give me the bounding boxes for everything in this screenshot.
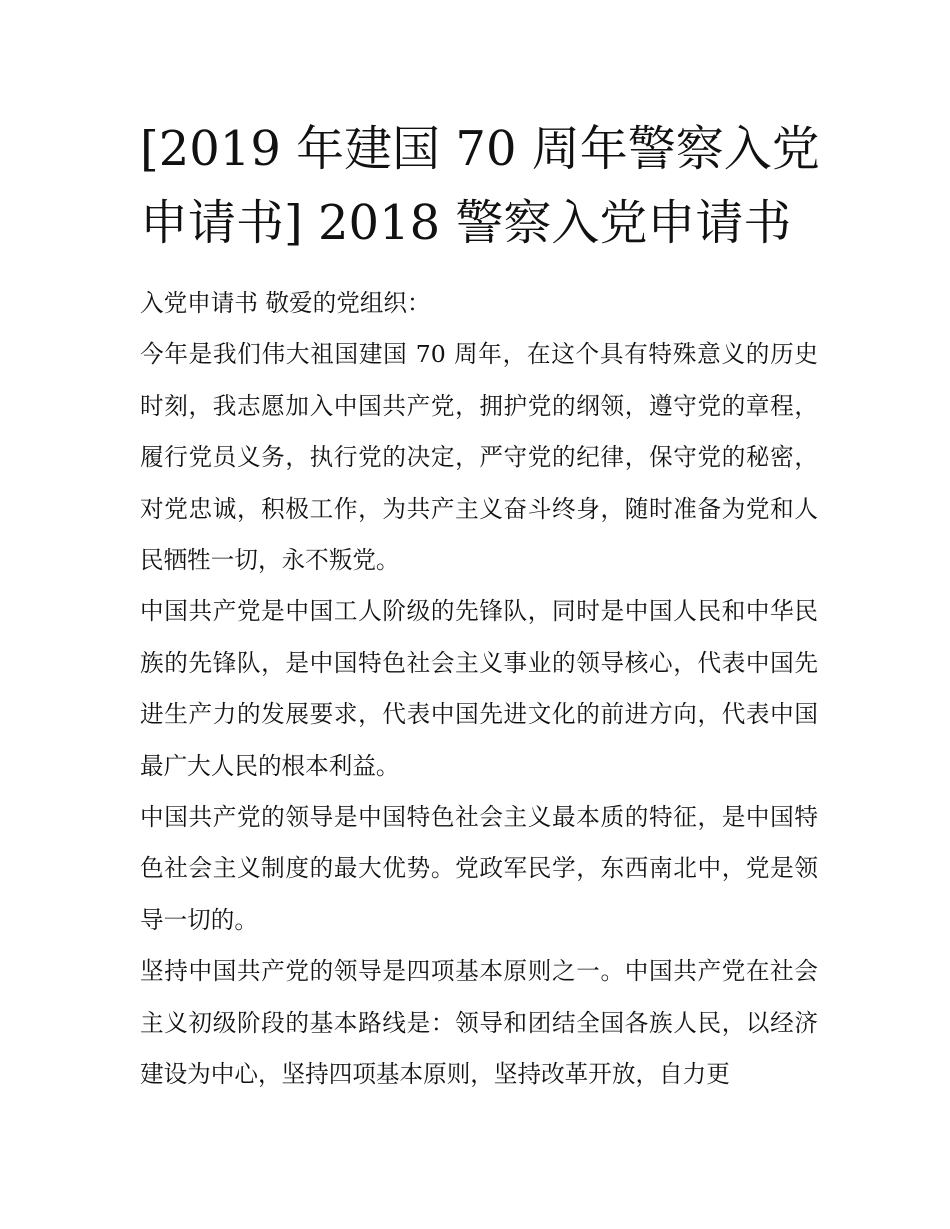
body-paragraph: 中国共产党的领导是中国特色社会主义最本质的特征，是中国特色社会主义制度的最大优势。党政军民学，东西南北中，党是领导一切的。 [140,803,818,934]
document-body [140,278,818,1101]
salutation-paragraph: 入党申请书 敬爱的党组织： [140,289,431,317]
document-title: [2019 年建国 70 周年警察入党申请书] 2018 警察入党申请书 [140,121,820,251]
body-paragraph: 中国共产党是中国工人阶级的先锋队，同时是中国人民和中华民族的先锋队，是中国特色社会主义事业的领导核心，代表中国先进生产力的发展要求，代表中国先进文化的前进方向，代表中国最广大人民的根本利益。 [140,597,818,780]
body-paragraph: 坚持中国共产党的领导是四项基本原则之一。中国共产党在社会主义初级阶段的基本路线是：领导和团结全国各族人民，以经济建设为中心，坚持四项基本原则，坚持改革开放，自力更 [140,957,818,1089]
body-paragraph: 今年是我们伟大祖国建国 70 周年，在这个具有特殊意义的历史时刻，我志愿加入中国共产党，拥护党的纲领，遵守党的章程，履行党员义务，执行党的决定，严守党的纪律，保守党的秘密，对党忠诚，积极工作，为共产主义奋斗终身，随时准备为党和人民牺牲一切，永不叛党。 [140,340,818,575]
